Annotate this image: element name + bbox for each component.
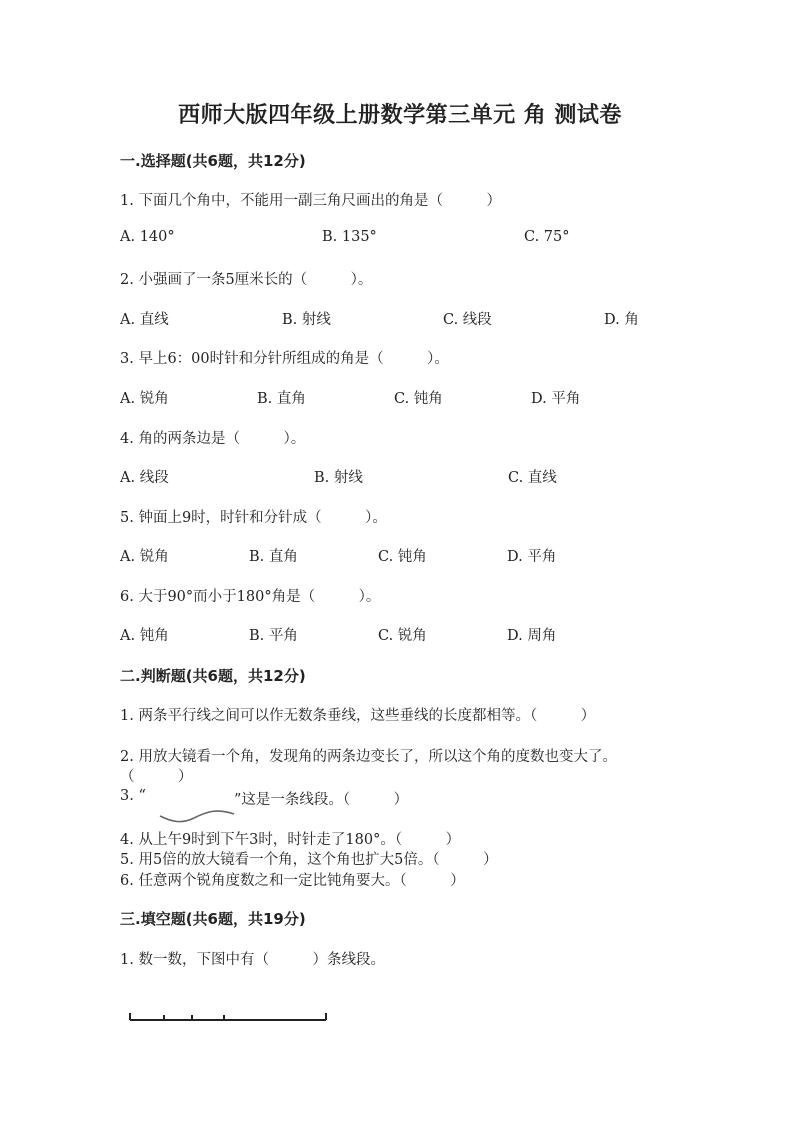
question-text: 2. 小强画了一条5厘米长的（ ）。 xyxy=(120,272,373,288)
option-d: D. 周角 xyxy=(507,628,557,644)
question-text-suffix: ”这是一条线段。（ ） xyxy=(234,792,409,808)
question-text-prefix: 3. “ xyxy=(120,788,146,804)
line-segment-figure xyxy=(126,1008,332,1024)
option-a: A. 线段 xyxy=(120,470,169,486)
question-answer-blank: （ ） xyxy=(120,769,193,785)
option-c: C. 钝角 xyxy=(378,549,427,565)
option-b: B. 直角 xyxy=(257,391,306,407)
question-text: 4. 从上午9时到下午3时，时针走了180°。（ ） xyxy=(120,832,461,848)
section-header-fill-blank: 三.填空题(共6题，共19分) xyxy=(120,910,306,928)
option-c: C. 75° xyxy=(524,229,570,245)
section-header-true-false: 二.判断题(共6题，共12分) xyxy=(120,667,306,685)
option-b: B. 射线 xyxy=(314,470,363,486)
question-text: 4. 角的两条边是（ ）。 xyxy=(120,431,306,447)
question-text: 1. 数一数，下图中有（ ）条线段。 xyxy=(120,952,385,968)
option-a: A. 锐角 xyxy=(120,391,169,407)
option-b: B. 平角 xyxy=(249,628,298,644)
option-b: B. 射线 xyxy=(282,312,331,328)
option-a: A. 锐角 xyxy=(120,549,169,565)
option-a: A. 钝角 xyxy=(120,628,169,644)
option-a: A. 140° xyxy=(120,229,175,245)
option-c: C. 钝角 xyxy=(394,391,443,407)
option-b: B. 135° xyxy=(322,229,377,245)
wavy-line-figure xyxy=(158,802,238,824)
question-text: 5. 用5倍的放大镜看一个角，这个角也扩大5倍。（ ） xyxy=(120,852,498,868)
option-c: C. 直线 xyxy=(508,470,557,486)
option-c: C. 线段 xyxy=(443,312,492,328)
question-text: 1. 两条平行线之间可以作无数条垂线，这些垂线的长度都相等。（ ） xyxy=(120,708,596,724)
question-text: 2. 用放大镜看一个角，发现角的两条边变长了，所以这个角的度数也变大了。 xyxy=(120,749,617,765)
page-title: 西师大版四年级上册数学第三单元 角 测试卷 xyxy=(178,103,622,128)
option-a: A. 直线 xyxy=(120,312,169,328)
option-d: D. 角 xyxy=(604,312,639,328)
option-b: B. 直角 xyxy=(249,549,298,565)
option-d: D. 平角 xyxy=(507,549,557,565)
question-text: 6. 任意两个锐角度数之和一定比钝角要大。（ ） xyxy=(120,873,465,889)
question-text: 1. 下面几个角中，不能用一副三角尺画出的角是（ ） xyxy=(120,193,501,209)
question-text: 3. 早上6：00时针和分针所组成的角是（ ）。 xyxy=(120,351,449,367)
option-d: D. 平角 xyxy=(531,391,581,407)
option-c: C. 锐角 xyxy=(378,628,427,644)
question-text: 5. 钟面上9时，时针和分针成（ ）。 xyxy=(120,510,387,526)
section-header-multiple-choice: 一.选择题(共6题，共12分) xyxy=(120,152,306,170)
question-text: 6. 大于90°而小于180°角是（ ）。 xyxy=(120,589,381,605)
